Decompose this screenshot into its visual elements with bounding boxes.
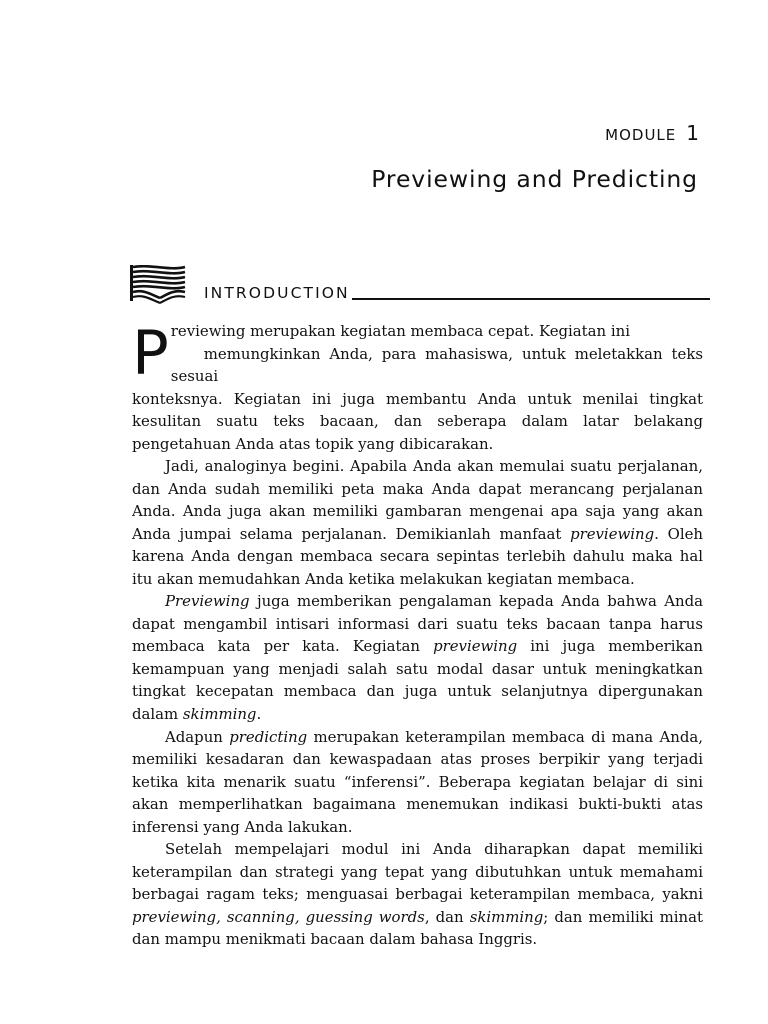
paragraph-4 xyxy=(132,726,703,839)
paragraph-1-line-1: reviewing merupakan kegiatan membaca cepat. Kegiatan ini xyxy=(170,322,630,340)
paragraph-1 xyxy=(132,320,703,455)
paragraph-2-text-a: Jadi, analoginya begini. Apabila Anda akan memulai suatu perjalanan, dan Anda sudah memiliki peta maka Anda dapat merancang perjalanan Anda. Anda juga akan memiliki gambaran mengenai apa saja yang akan Anda jumpai selama perjalanan. Demikianlah manfaat xyxy=(132,457,703,543)
paragraph-3 xyxy=(132,590,703,725)
paragraph-2-em-1: previewing xyxy=(570,524,655,543)
paragraph-3-text-c: . xyxy=(256,704,262,723)
module-number: 1 xyxy=(686,121,699,145)
paragraph-3-text-a: juga memberikan pengalaman kepada Anda bahwa Anda dapat mengambil intisari informasi dari suatu teks bacaan tanpa harus membaca kata per kata. Kegiatan xyxy=(132,592,703,656)
paragraph-2 xyxy=(132,455,703,590)
paragraph-3-em-2: previewing xyxy=(433,637,518,656)
introduction-header xyxy=(204,280,710,302)
paragraph-3-text-b: ini juga memberikan kemampuan yang menjadi salah satu modal dasar untuk meningkatkan tingkat kecepatan membaca dan juga untuk selanjutnya dipergunakan dalam xyxy=(132,637,704,723)
paragraph-3-em-3: skimming xyxy=(182,704,257,723)
paragraph-5-em-1: previewing, scanning, guessing words xyxy=(132,907,425,926)
paragraph-4-text-a: Adapun xyxy=(165,727,230,746)
module-word: MODULE xyxy=(605,126,677,144)
open-book-icon xyxy=(130,265,186,305)
paragraph-5 xyxy=(132,838,703,951)
body-text xyxy=(132,320,703,951)
paragraph-5-text-c: ; dan memiliki minat dan mampu menikmati bacaan dalam bahasa Inggris. xyxy=(132,907,703,949)
drop-cap: P xyxy=(132,318,169,389)
paragraph-1-line-2: memungkinkan Anda, para mahasiswa, untuk meletakkan teks sesuai xyxy=(170,344,703,385)
introduction-heading: INTRODUCTION xyxy=(204,284,350,302)
paragraph-2-text-b: . Oleh karena Anda dengan membaca secara sepintas terlebih dahulu maka hal itu akan memudahkan Anda ketika melakukan kegiatan membaca. xyxy=(132,524,703,588)
heading-rule xyxy=(352,298,710,300)
paragraph-5-text-a: Setelah mempelajari modul ini Anda diharapkan dapat memiliki keterampilan dan strategi yang tepat yang dibutuhkan untuk memahami berbagai ragam teks; menguasai berbagai keterampilan membaca, yakni xyxy=(132,840,703,904)
paragraph-4-em-1: predicting xyxy=(229,727,308,746)
paragraph-1-rest: konteksnya. Kegiatan ini juga membantu Anda untuk menilai tingkat kesulitan suatu teks bacaan, dan seberapa dalam latar belakang pengetahuan Anda atas topik yang dibicarakan. xyxy=(132,389,703,453)
paragraph-5-em-2: skimming xyxy=(469,907,544,926)
paragraph-4-text-b: merupakan keterampilan membaca di mana Anda, memiliki kesadaran dan kewaspadaan atas proses berpikir yang terjadi ketika kita menarik suatu “inferensi”. Beberapa kegiatan belajar di sini akan memperlihatkan bagaimana menemukan indikasi bukti-bukti atas inferensi yang Anda lakukan. xyxy=(132,727,704,836)
paragraph-3-em-1: Previewing xyxy=(165,592,250,611)
page-title: Previewing and Predicting xyxy=(371,165,698,193)
module-label xyxy=(605,121,699,145)
paragraph-5-text-b: , dan xyxy=(424,907,470,926)
